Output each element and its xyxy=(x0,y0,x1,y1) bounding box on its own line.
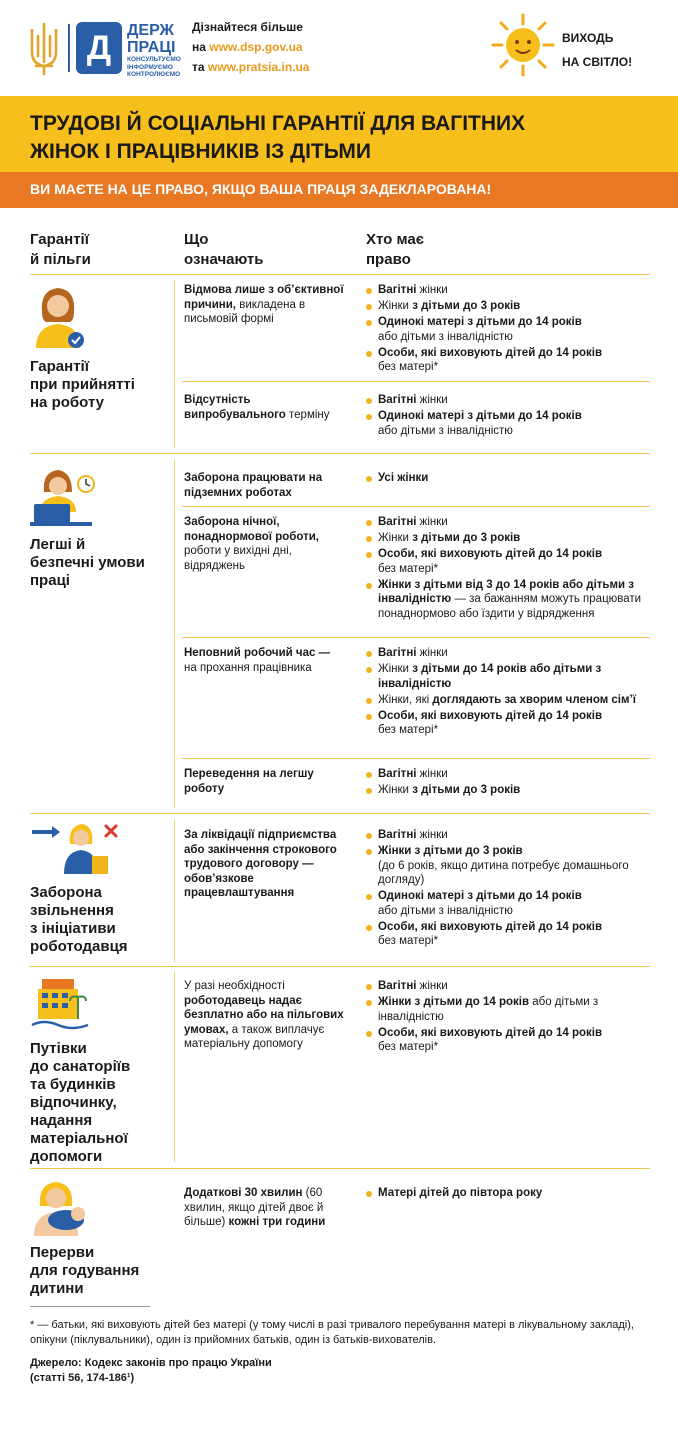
list-item: Жінки з дітьми до 3 років (до 6 років, якщо дитина потребує домашнього догляду) xyxy=(366,844,646,888)
category-line: відпочинку, xyxy=(30,1094,117,1111)
meaning-text-bold: роботодавець надає безплатно або на пільгових умовах, xyxy=(184,994,344,1036)
who-list-feeding-breaks xyxy=(366,1186,646,1202)
divider xyxy=(182,637,650,638)
category-hiring-line: Гарантії xyxy=(30,358,89,375)
logo-name[interactable] xyxy=(127,22,175,56)
meaning-text: на прохання працівника xyxy=(184,661,312,674)
column-divider xyxy=(174,820,175,962)
list-item: Усі жінки xyxy=(366,471,646,486)
meaning-no-probation xyxy=(184,393,354,422)
category-dismissal xyxy=(30,884,170,956)
category-line: допомоги xyxy=(30,1148,103,1165)
column-header-guarantees xyxy=(30,230,91,270)
meaning-lighter-work xyxy=(184,767,354,796)
list-item: Вагітні жінки xyxy=(366,979,646,994)
meaning-text-bold: Заборона нічної, понаднормової роботи, xyxy=(184,516,319,543)
link-pratsia-url[interactable]: www.pratsia.in.ua xyxy=(207,60,310,74)
category-line: для годування xyxy=(30,1262,140,1279)
who-list-refusal xyxy=(366,283,646,376)
category-line: дитини xyxy=(30,1280,84,1297)
meaning-text-bold: кожні три години xyxy=(228,1216,326,1228)
campaign-slogan xyxy=(562,26,632,74)
meaning-part-time xyxy=(184,646,354,675)
divider xyxy=(30,966,650,967)
category-line: Легші й xyxy=(30,536,86,553)
column-divider xyxy=(174,460,175,808)
logo-mark[interactable]: Д xyxy=(76,22,122,74)
woman-laptop-clock-icon xyxy=(30,466,96,528)
divider xyxy=(182,758,650,759)
page-title xyxy=(30,110,670,166)
list-item: Особи, які виховують дітей до 14 років без матері* xyxy=(366,1026,646,1055)
list-item: Особи, які виховують дітей до 14 років без матері* xyxy=(366,920,646,949)
divider xyxy=(30,813,650,814)
sanatorium-icon xyxy=(30,975,90,1033)
list-item: Вагітні жінки xyxy=(366,283,646,298)
meaning-text: а також виплачує матеріальну допомогу xyxy=(184,1023,325,1050)
source-line1: Джерело: Кодекс законів про працю України xyxy=(30,1357,272,1369)
category-line: надання xyxy=(30,1112,93,1129)
footnote-divider xyxy=(30,1306,150,1307)
category-feeding-breaks xyxy=(30,1244,170,1298)
list-item: Жінки, які доглядають за хворим членом сімʼї xyxy=(366,693,646,708)
meaning-text-bold: Відсутність випробувального xyxy=(184,394,286,421)
link-pratsia[interactable] xyxy=(192,60,309,74)
meaning-employment xyxy=(184,828,354,901)
column-header-meaning-line2: означають xyxy=(184,251,264,268)
column-divider xyxy=(174,972,175,1162)
list-item: Особи, які виховують дітей до 14 років без матері* xyxy=(366,709,646,738)
footnote: * — батьки, які виховують дітей без матері (у тому числі в разі тривалого перебування матері в лікувальному закладі), опікуни (піклувальники), один із прийомних батьків, один із батьків-вихователів. xyxy=(30,1319,634,1346)
link-dsp-url[interactable]: www.dsp.gov.ua xyxy=(209,40,303,54)
column-header-guarantees-line1: Гарантії xyxy=(30,231,89,248)
logo-name-line1: ДЕРЖ xyxy=(127,22,174,39)
dismissal-ban-icon xyxy=(30,822,126,876)
divider xyxy=(182,381,650,382)
meaning-text: (60 хвилин, якщо дітей двоє й більше) xyxy=(184,1187,324,1228)
trident-emblem-icon xyxy=(26,22,62,76)
divider xyxy=(182,506,650,507)
meaning-feeding-breaks xyxy=(184,1186,354,1230)
list-item: Жінки з дітьми від 3 до 14 років або дітьми з інвалідністю — за бажанням можуть працювати понаднормово або їздити у відрядження xyxy=(366,578,646,622)
category-line: Путівки xyxy=(30,1040,87,1057)
category-line: Заборона xyxy=(30,884,102,901)
category-line: роботодавця xyxy=(30,938,128,955)
column-header-who-line2: право xyxy=(366,251,411,268)
woman-checkmark-icon xyxy=(30,282,90,350)
column-divider xyxy=(174,280,175,448)
category-hiring-line: при прийнятті xyxy=(30,376,135,393)
meaning-text: викладена в письмовій формі xyxy=(184,298,306,325)
who-list-part-time xyxy=(366,646,646,739)
meaning-refusal xyxy=(184,283,354,327)
category-line: безпечні умови xyxy=(30,554,145,571)
who-list-dismissal xyxy=(366,828,646,950)
divider xyxy=(30,1168,650,1169)
page-title-line2: ЖІНОК І ПРАЦІВНИКІВ ІЗ ДІТЬМИ xyxy=(30,140,371,163)
list-item: Жінки з дітьми до 14 років або дітьми з інвалідністю xyxy=(366,995,646,1024)
category-line: з ініціативи xyxy=(30,920,116,937)
who-list-night-work xyxy=(366,515,646,623)
logo-name-line2: ПРАЦІ xyxy=(127,39,176,56)
column-header-guarantees-line2: й пільги xyxy=(30,251,91,268)
meaning-text-bold: Заборона працювати на підземних роботах xyxy=(184,472,323,499)
meaning-text: У разі необхідності xyxy=(184,980,285,992)
list-item: Вагітні жінки xyxy=(366,646,646,661)
category-hiring-line: на роботу xyxy=(30,394,105,411)
list-item: Жінки з дітьми до 14 років або дітьми з інвалідністю xyxy=(366,662,646,691)
who-list-vouchers xyxy=(366,979,646,1056)
meaning-text-bold: Переведення на легшу роботу xyxy=(184,768,314,795)
category-line: Перерви xyxy=(30,1244,95,1261)
link-dsp-prefix: на xyxy=(192,40,206,54)
header xyxy=(0,0,678,96)
campaign-line1: ВИХОДЬ xyxy=(562,31,614,45)
meaning-night-work xyxy=(184,515,354,573)
list-item: Жінки з дітьми до 3 років xyxy=(366,783,646,798)
category-line: до санаторіїв xyxy=(30,1058,131,1075)
list-item: Вагітні жінки xyxy=(366,515,646,530)
link-pratsia-prefix: та xyxy=(192,60,205,74)
list-item: Одинокі матері з дітьми до 14 років або дітьми з інвалідністю xyxy=(366,315,646,344)
learn-more-text: Дізнайтеся більше xyxy=(192,20,303,34)
who-list-underground xyxy=(366,471,646,487)
meaning-text-bold: Неповний робочий час — xyxy=(184,647,331,659)
list-item: Вагітні жінки xyxy=(366,393,646,408)
list-item: Жінки з дітьми до 3 років xyxy=(366,299,646,314)
column-header-meaning-line1: Що xyxy=(184,231,209,248)
who-list-lighter-work xyxy=(366,767,646,799)
list-item: Матері дітей до півтора року xyxy=(366,1186,646,1201)
divider xyxy=(30,274,650,275)
category-line: праці xyxy=(30,572,70,589)
meaning-text: терміну xyxy=(289,408,330,421)
category-line: звільнення xyxy=(30,902,114,919)
category-hiring xyxy=(30,358,170,412)
list-item: Особи, які виховують дітей до 14 років без матері* xyxy=(366,547,646,576)
list-item: Особи, які виховують дітей до 14 років без матері* xyxy=(366,346,646,375)
meaning-text-bold: Відмова лише з обʼєктивної причини, xyxy=(184,284,344,311)
who-list-no-probation xyxy=(366,393,646,440)
header-separator xyxy=(68,24,70,72)
meaning-text-bold: За ліквідації підприємства або закінчення строкового трудового договору — обовʼязкове працевлаштування xyxy=(184,829,337,899)
divider xyxy=(30,453,650,454)
list-item: Жінки з дітьми до 3 років xyxy=(366,531,646,546)
category-working-conditions xyxy=(30,536,170,590)
list-item: Вагітні жінки xyxy=(366,828,646,843)
source-line2: (статті 56, 174-186¹) xyxy=(30,1371,135,1384)
category-line: та будинків xyxy=(30,1076,116,1093)
link-dsp[interactable] xyxy=(192,40,303,54)
column-header-meaning xyxy=(184,230,264,270)
mother-baby-icon xyxy=(30,1180,92,1238)
meaning-text-bold: Додаткові 30 хвилин xyxy=(184,1187,303,1199)
column-header-who-line1: Хто має xyxy=(366,231,425,248)
page-subtitle: ВИ МАЄТЕ НА ЦЕ ПРАВО, ЯКЩО ВАША ПРАЦЯ ЗАДЕКЛАРОВАНА! xyxy=(30,181,492,197)
sun-icon xyxy=(490,12,556,78)
logo-tagline: КОНСУЛЬТУЄМО ІНФОРМУЄМО КОНТРОЛЮЄМО xyxy=(127,56,181,78)
meaning-vouchers xyxy=(184,979,354,1052)
meaning-text: роботи у вихідні дні, відряджень xyxy=(184,545,292,572)
campaign-line2: НА СВІТЛО! xyxy=(562,55,633,69)
list-item: Одинокі матері з дітьми до 14 років або дітьми з інвалідністю xyxy=(366,889,646,918)
source-citation xyxy=(30,1356,330,1385)
category-sanatorium xyxy=(30,1040,170,1166)
column-header-who xyxy=(366,230,424,270)
list-item: Одинокі матері з дітьми до 14 років або дітьми з інвалідністю xyxy=(366,409,646,438)
category-line: матеріальної xyxy=(30,1130,128,1147)
meaning-underground xyxy=(184,471,354,500)
page-title-line1: ТРУДОВІ Й СОЦІАЛЬНІ ГАРАНТІЇ ДЛЯ ВАГІТНИХ xyxy=(30,112,526,135)
list-item: Вагітні жінки xyxy=(366,767,646,782)
